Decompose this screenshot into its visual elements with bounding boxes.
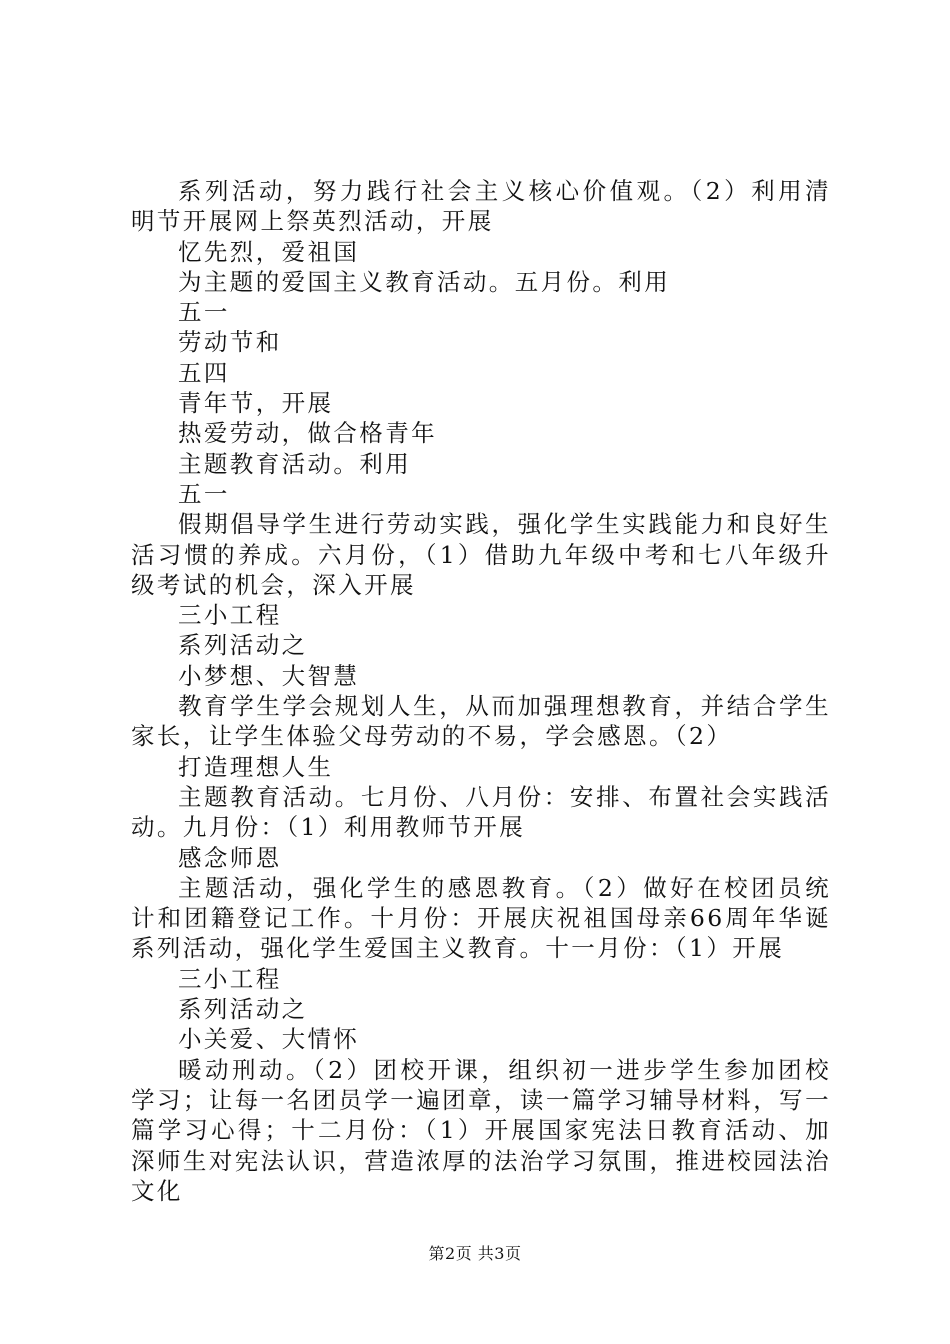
paragraph: 暖动刑动。（2）团校开课，组织初一进步学生参加团校学习；让每一名团员学一遍团章，读一篇学习辅导材料，写一篇学习心得；十二月份：（1）开展国家宪法日教育活动、加深师生对宪法认识，营造浓厚的法治学习氛围，推进校园法治文化	[131, 1055, 831, 1205]
paragraph: 系列活动，努力践行社会主义核心价值观。（2）利用清明节开展网上祭英烈活动，开展	[131, 177, 831, 236]
paragraph: 五一	[178, 479, 230, 508]
paragraph: 主题教育活动。利用	[178, 449, 412, 478]
paragraph: 系列活动之	[178, 995, 308, 1024]
paragraph: 打造理想人生	[178, 752, 334, 781]
paragraph: 假期倡导学生进行劳动实践，强化学生实践能力和良好生活习惯的养成。六月份，（1）借助九年级中考和七八年级升级考试的机会，深入开展	[131, 510, 831, 599]
paragraph: 小关爱、大情怀	[178, 1025, 360, 1054]
paragraph: 热爱劳动，做合格青年	[178, 419, 437, 448]
paragraph: 主题活动，强化学生的感恩教育。（2）做好在校团员统计和团籍登记工作。十月份：开展庆祝祖国母亲66周年华诞系列活动，强化学生爱国主义教育。十一月份：（1）开展	[131, 873, 831, 963]
paragraph: 三小工程	[178, 601, 282, 630]
paragraph: 系列活动之	[178, 631, 308, 660]
document-body	[131, 176, 831, 1206]
page-footer	[0, 1244, 950, 1264]
paragraph: 小梦想、大智慧	[178, 661, 360, 690]
paragraph: 五一	[178, 298, 230, 327]
paragraph: 主题教育活动。七月份、八月份：安排、布置社会实践活动。九月份：（1）利用教师节开展	[131, 782, 831, 842]
paragraph: 为主题的爱国主义教育活动。五月份。利用	[178, 267, 671, 296]
paragraph: 感念师恩	[178, 843, 282, 872]
paragraph: 劳动节和	[178, 328, 282, 357]
paragraph: 教育学生学会规划人生，从而加强理想教育，并结合学生家长，让学生体验父母劳动的不易，学会感恩。（2）	[131, 692, 831, 751]
paragraph: 三小工程	[178, 964, 282, 993]
page-number-label: 第2页 共3页	[428, 1244, 522, 1263]
paragraph: 青年节，开展	[178, 389, 334, 418]
paragraph: 五四	[178, 358, 230, 387]
paragraph: 忆先烈，爱祖国	[178, 237, 360, 266]
